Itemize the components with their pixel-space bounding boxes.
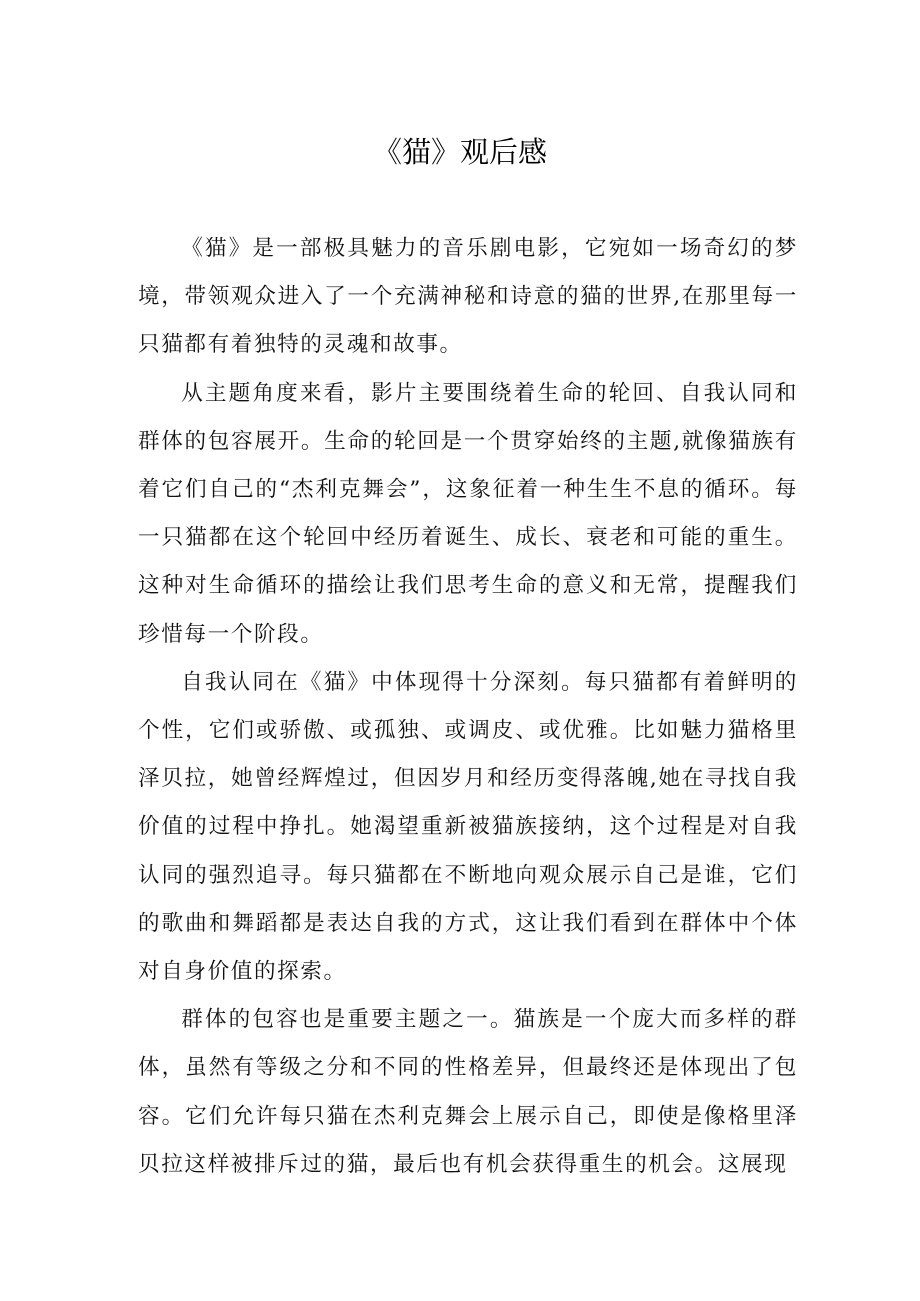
paragraph-self-identity: 自我认同在《猫》中体现得十分深刻。每只猫都有着鲜明的个性，它们或骄傲、或孤独、或调皮、或优雅。比如魅力猫格里泽贝拉，她曾经辉煌过，但因岁月和经历变得落魄,她在寻找自我价值的过程中挣扎。她渴望重新被猫族接纳，这个过程是对自我认同的强烈追寻。每只猫都在不断地向观众展示自己是谁，它们的歌曲和舞蹈都是表达自我的方式，这让我们看到在群体中个体对自身价值的探索。: [138, 669, 798, 985]
document-title: 《猫》观后感: [372, 135, 547, 169]
paragraph-intro: 《猫》是一部极具魅力的音乐剧电影，它宛如一场奇幻的梦境，带领观众进入了一个充满神秘和诗意的猫的世界,在那里每一只猫都有着独特的灵魂和故事。: [138, 236, 798, 358]
paragraph-group-inclusion: 群体的包容也是重要主题之一。猫族是一个庞大而多样的群体，虽然有等级之分和不同的性格差异，但最终还是体现出了包容。它们允许每只猫在杰利克舞会上展示自己，即使是像格里泽贝拉这样被排斥过的猫，最后也有机会获得重生的机会。这展现: [138, 1007, 798, 1177]
document-body: [138, 225, 798, 1189]
paragraph-theme-cycle: 从主题角度来看，影片主要围绕着生命的轮回、自我认同和群体的包容展开。生命的轮回是一个贯穿始终的主题,就像猫族有着它们自己的“杰利克舞会”，这象征着一种生生不息的循环。每一只猫都在这个轮回中经历着诞生、成长、衰老和可能的重生。这种对生命循环的描绘让我们思考生命的意义和无常，提醒我们珍惜每一个阶段。: [138, 380, 798, 647]
